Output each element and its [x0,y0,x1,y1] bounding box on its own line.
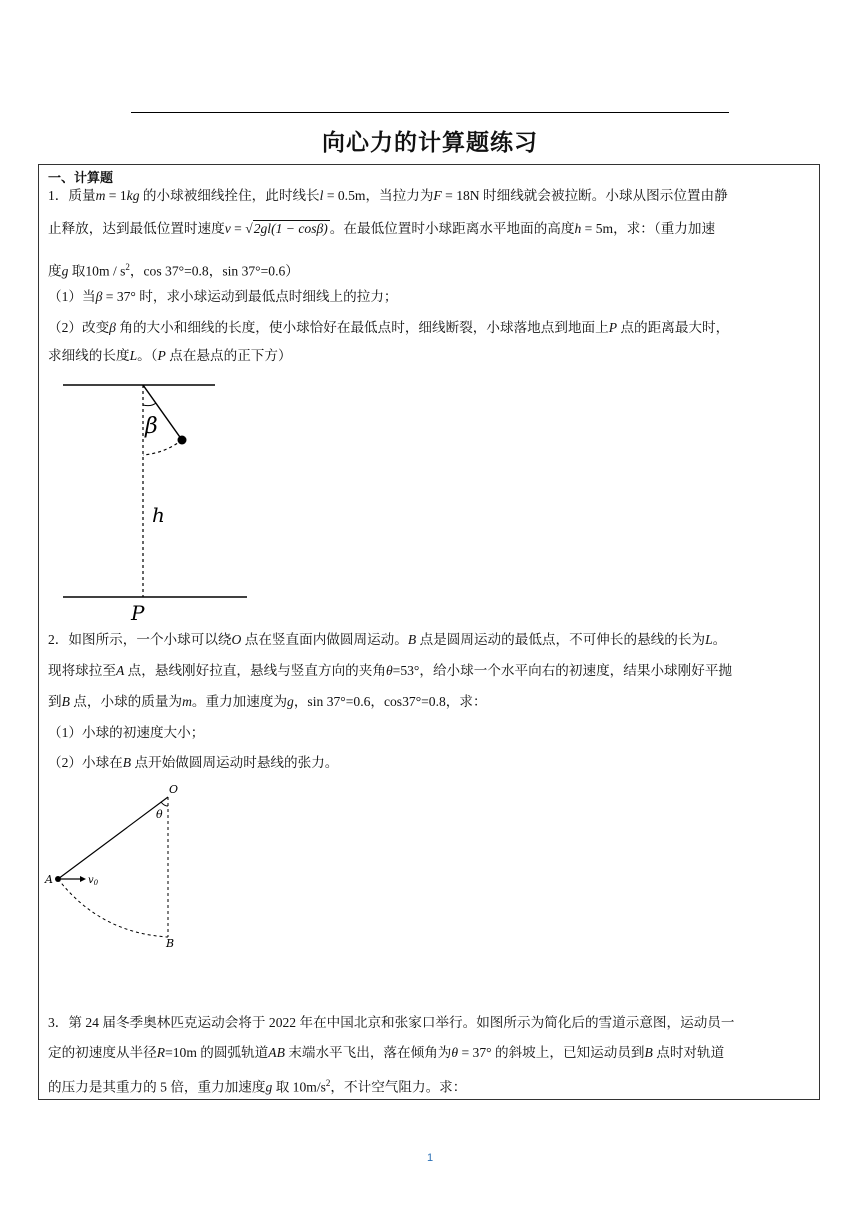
q2-line-1: 2．如图所示，一个小球可以绕O 点在竖直面内做圆周运动。B 点是圆周运动的最低点，不可伸长的悬线的长为L。 [48,632,727,647]
sqrt-expression: 2gl(1 − cosβ) [253,221,328,236]
q2-sub-1: （1）小球的初速度大小； [48,725,205,740]
q3-line-3: 的压力是其重力的 5 倍，重力加速度g 取 $10m/s^2$，不计空气阻力。求： [48,1078,467,1095]
q1-sub-1: （1）当β = 37° 时，求小球运动到最低点时细线上的拉力； [48,289,398,304]
angle-arc [143,403,156,406]
A-label: A [45,873,53,886]
q3-line-1: 3．第 24 届冬季奥林匹克运动会将于 2022 年在中国北京和张家口举行。如图所示为简化后的雪道示意图，运动员一 [48,1015,735,1030]
q1-sub-2: （2）改变β 角的大小和细线的长度，使小球恰好在最低点时，细线断裂，小球落地点到地面上P 点的距离最大时， [48,320,730,335]
q2-line-2: 现将球拉至A 点，悬线刚好拉直，悬线与竖直方向的夹角θ=53°，给小球一个水平向右的初速度，结果小球刚好平抛 [48,663,733,678]
beta-label: β [145,414,158,439]
velocity-arrowhead [80,876,86,882]
B-label: B [166,937,175,950]
page-title: 向心力的计算题练习 [322,130,538,156]
swing-arc-dashed [143,440,182,455]
h-label: h [152,503,165,527]
section-label: 一、计算题 [48,171,114,186]
q1-line-3: 度g 取$10m / s^2$，cos 37°=0.8，sin 37°=0.6） [48,262,299,279]
header-rule [131,112,729,113]
circular-motion-diagram [40,775,200,955]
P-label: P [131,601,145,625]
theta-arc [161,802,168,806]
q2-sub-2: （2）小球在B 点开始做圆周运动时悬线的张力。 [48,755,339,770]
page-number: 1 [426,1152,434,1164]
theta-label: θ [156,808,163,821]
O-label: O [169,783,179,796]
q2-line-3: 到B 点，小球的质量为m。重力加速度为g，sin 37°=0.6，cos37°=0.8，求： [48,694,487,709]
q1-line-1: 1．质量m = 1kg 的小球被细线拴住，此时线长l = 0.5m，当拉力为F = 18N 时细线就会被拉断。小球从图示位置由静 [48,188,728,203]
q1-sub-2-cont: 求细线的长度L。（P 点在悬点的正下方） [48,348,292,363]
circular-arc-dashed [58,879,168,937]
q1-line-2: 止释放，达到最低位置时速度v = √2gl(1 − cosβ) 。在最低位置时小球距离水平地面的高度h = 5m，求：（重力加速 [48,221,716,236]
v0-label: $v_0$ [88,875,99,887]
pendulum-diagram [55,375,255,625]
string-OA [58,797,168,879]
q3-line-2: 定的初速度从半径R=10m 的圆弧轨道AB 末端水平飞出，落在倾角为θ = 37° 的斜坡上，已知运动员到B 点时对轨道 [48,1045,725,1060]
